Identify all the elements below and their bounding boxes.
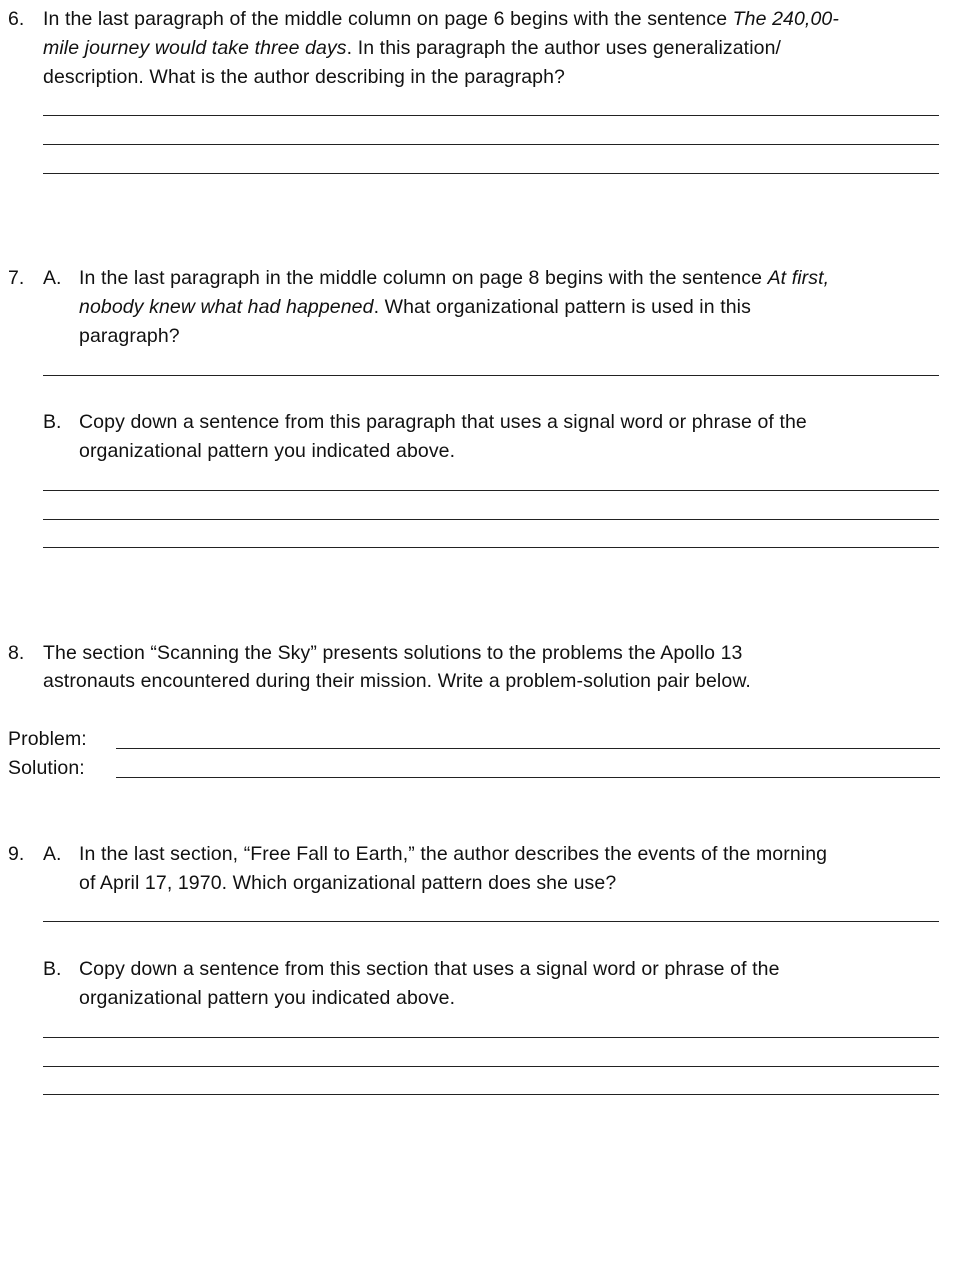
question-7a-line-1: In the last paragraph in the middle column on page 8 begins with the sentence At first, — [79, 267, 830, 289]
question-9b-letter: B. — [43, 958, 62, 980]
question-6-line-3: description. What is the author describing in the paragraph? — [43, 66, 565, 88]
answer-line[interactable] — [43, 519, 939, 520]
solution-answer-line[interactable] — [116, 777, 940, 778]
problem-answer-line[interactable] — [116, 748, 940, 749]
answer-line[interactable] — [43, 547, 939, 548]
answer-line[interactable] — [43, 921, 939, 922]
question-7a-letter: A. — [43, 267, 62, 289]
problem-label: Problem: — [8, 728, 87, 750]
answer-line[interactable] — [43, 173, 939, 174]
answer-line[interactable] — [43, 1066, 939, 1067]
question-7a-line-3: paragraph? — [79, 325, 180, 347]
question-7b-line-1: Copy down a sentence from this paragraph that uses a signal word or phrase of the — [79, 411, 807, 433]
answer-line[interactable] — [43, 1037, 939, 1038]
question-9a-line-2: of April 17, 1970. Which organizational pattern does she use? — [79, 872, 617, 894]
question-6-line-2: mile journey would take three days. In this paragraph the author uses generalization/ — [43, 37, 782, 59]
solution-label: Solution: — [8, 757, 85, 779]
question-6-number: 6. — [8, 8, 25, 30]
question-8-line-1: The section “Scanning the Sky” presents solutions to the problems the Apollo 13 — [43, 642, 743, 664]
question-9b-line-2: organizational pattern you indicated above. — [79, 987, 456, 1009]
question-6-line-1: In the last paragraph of the middle column on page 6 begins with the sentence The 240,00- — [43, 8, 839, 30]
question-7a-line-2: nobody knew what had happened. What organizational pattern is used in this — [79, 296, 751, 318]
question-7b-letter: B. — [43, 411, 62, 433]
question-7b-line-2: organizational pattern you indicated above. — [79, 440, 456, 462]
question-9a-line-1: In the last section, “Free Fall to Earth,” the author describes the events of the morning — [79, 843, 828, 865]
answer-line[interactable] — [43, 1094, 939, 1095]
answer-line[interactable] — [43, 115, 939, 116]
question-9-number: 9. — [8, 843, 25, 865]
question-9b-line-1: Copy down a sentence from this section that uses a signal word or phrase of the — [79, 958, 780, 980]
question-9a-letter: A. — [43, 843, 62, 865]
answer-line[interactable] — [43, 144, 939, 145]
answer-line[interactable] — [43, 375, 939, 376]
question-8-line-2: astronauts encountered during their mission. Write a problem-solution pair below. — [43, 670, 751, 692]
question-8-number: 8. — [8, 642, 25, 664]
question-7-number: 7. — [8, 267, 25, 289]
answer-line[interactable] — [43, 490, 939, 491]
